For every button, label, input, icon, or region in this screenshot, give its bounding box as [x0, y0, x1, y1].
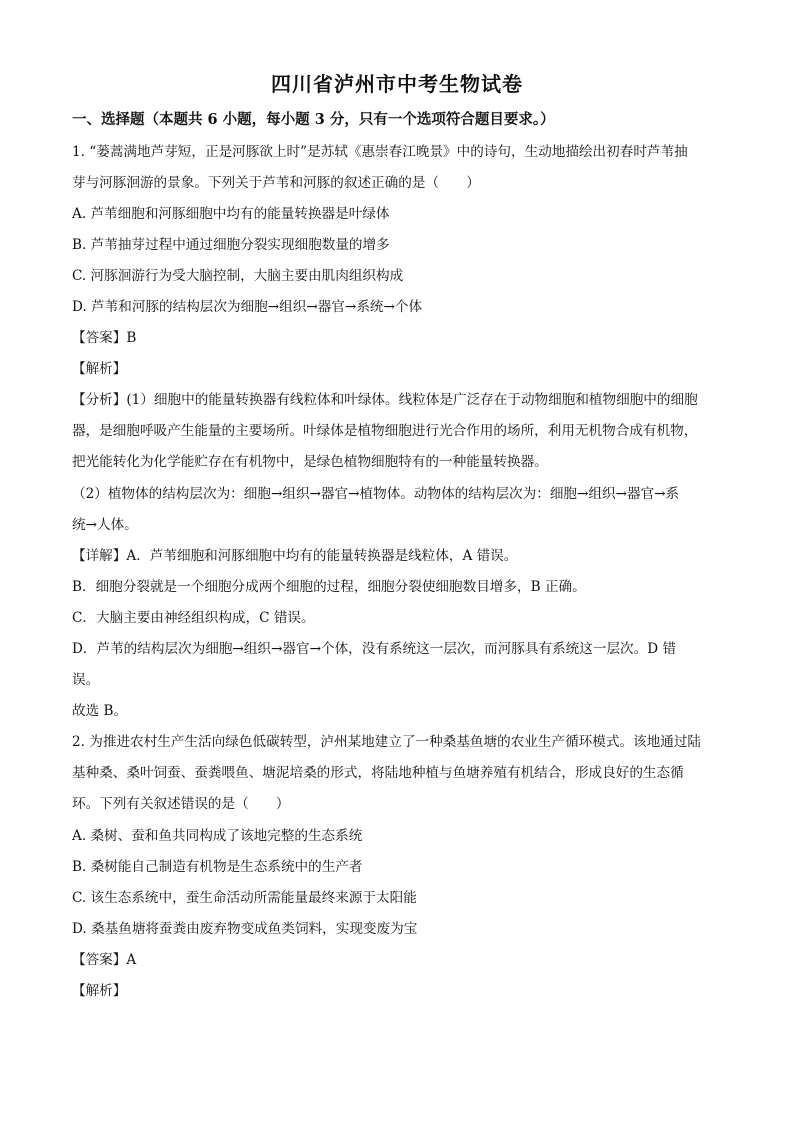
- q2-stem-line: 环。下列有关叙述错误的是（ ）: [72, 796, 290, 812]
- q1-analysis-line: B．细胞分裂就是一个细胞分成两个细胞的过程，细胞分裂使细胞数目增多，B 正确。: [72, 579, 586, 595]
- q1-option-c: C. 河豚洄游行为受大脑控制，大脑主要由肌肉组织构成: [72, 268, 404, 284]
- q1-analysis-label: 【解析】: [72, 361, 127, 377]
- q2-stem-line: 基种桑、桑叶饲蚕、蚕粪喂鱼、塘泥培桑的形式，将陆地种植与鱼塘养殖有机结合，形成良好的生态循: [72, 765, 684, 781]
- section-heading: 一、选择题（本题共 6 小题，每小题 3 分，只有一个选项符合题目要求。）: [72, 111, 555, 128]
- q1-analysis-line: C．大脑主要由神经组织构成，C 错误。: [72, 610, 315, 626]
- q1-stem-line: 芽与河豚洄游的景象。下列关于芦苇和河豚的叙述正确的是（ ）: [72, 175, 480, 191]
- q1-analysis-line: 器，是细胞呼吸产生能量的主要场所。叶绿体是植物细胞进行光合作用的场所，利用无机物合成有机物，: [72, 423, 698, 439]
- q1-analysis-line: 统→人体。: [72, 517, 138, 533]
- q1-option-b: B. 芦苇抽芽过程中通过细胞分裂实现细胞数量的增多: [72, 237, 390, 253]
- q1-analysis-line: 把光能转化为化学能贮存在有机物中，是绿色植物细胞特有的一种能量转换器。: [72, 454, 548, 470]
- page-title: 四川省泸州市中考生物试卷: [271, 72, 523, 96]
- q1-analysis-line: 【分析】(1）细胞中的能量转换器有线粒体和叶绿体。线粒体是广泛存在于动物细胞和植物细胞中的细胞: [72, 392, 698, 408]
- q2-option-c: C. 该生态系统中，蚕生命活动所需能量最终来源于太阳能: [72, 890, 417, 906]
- q1-option-d: D. 芦苇和河豚的结构层次为细胞→组织→器官→系统→个体: [72, 299, 423, 315]
- q1-analysis-line: （2）植物体的结构层次为：细胞→组织→器官→植物体。动物体的结构层次为：细胞→组织→器官→系: [72, 486, 680, 502]
- q2-option-d: D. 桑基鱼塘将蚕粪由废弃物变成鱼类饲料，实现变废为宝: [72, 921, 418, 937]
- q1-analysis-line: 误。: [72, 672, 100, 688]
- q2-answer: 【答案】A: [72, 952, 137, 968]
- q2-option-a: A. 桑树、蚕和鱼共同构成了该地完整的生态系统: [72, 828, 363, 844]
- q1-stem-line: 1. “蒌蒿满地芦芽短，正是河豚欲上时”是苏轼《惠崇春江晚景》中的诗句，生动地描绘出初春时芦苇抽: [72, 144, 688, 160]
- q1-answer: 【答案】B: [72, 330, 137, 346]
- q1-analysis-line: 故选 B。: [72, 703, 128, 719]
- q2-analysis-label: 【解析】: [72, 983, 127, 999]
- q2-option-b: B. 桑树能自己制造有机物是生态系统中的生产者: [72, 859, 363, 875]
- q2-stem-line: 2. 为推进农村生产生活向绿色低碳转型，泸州某地建立了一种桑基鱼塘的农业生产循环模式。该地通过陆: [72, 734, 702, 750]
- q1-analysis-line: D．芦苇的结构层次为细胞→组织→器官→个体，没有系统这一层次，而河豚具有系统这一层次。D 错: [72, 641, 677, 657]
- q1-analysis-line: 【详解】A．芦苇细胞和河豚细胞中均有的能量转换器是线粒体，A 错误。: [72, 548, 518, 564]
- q1-option-a: A. 芦苇细胞和河豚细胞中均有的能量转换器是叶绿体: [72, 206, 390, 222]
